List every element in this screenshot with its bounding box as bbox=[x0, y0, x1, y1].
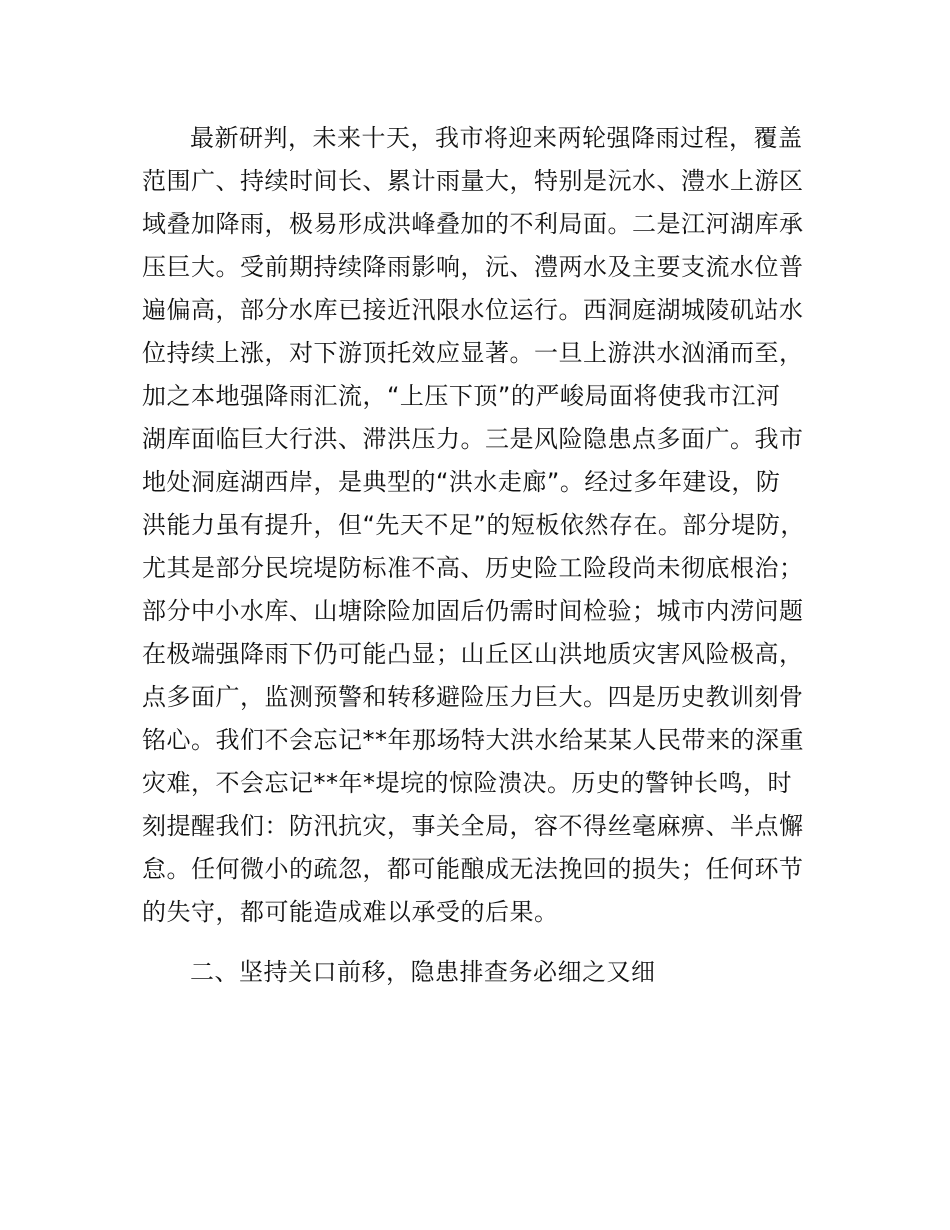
paragraph-line: 洪能力虽有提升，但“先天不足”的短板依然存在。部分堤防， bbox=[142, 511, 805, 539]
paragraph-line: 刻提醒我们：防汛抗灾，事关全局，容不得丝毫麻痹、半点懈 bbox=[142, 812, 804, 840]
paragraph-line: 怠。任何微小的疏忽，都可能酿成无法挽回的损失；任何环节 bbox=[142, 855, 804, 883]
paragraph-line: 域叠加降雨，极易形成洪峰叠加的不利局面。二是江河湖库承 bbox=[142, 210, 804, 238]
paragraph-line: 地处洞庭湖西岸，是典型的“洪水走廊”。经过多年建设，防 bbox=[142, 468, 781, 496]
paragraph-line: 部分中小水库、山塘除险加固后仍需时间检验；城市内涝问题 bbox=[142, 597, 804, 625]
paragraph-line: 湖库面临巨大行洪、滞洪压力。三是风险隐患点多面广。我市 bbox=[142, 425, 804, 453]
paragraph-line: 在极端强降雨下仍可能凸显；山丘区山洪地质灾害风险极高， bbox=[142, 640, 804, 668]
paragraph-line: 点多面广，监测预警和转移避险压力巨大。四是历史教训刻骨 bbox=[142, 683, 804, 711]
paragraph-line: 压巨大。受前期持续降雨影响，沅、澧两水及主要支流水位普 bbox=[142, 253, 804, 281]
paragraph-line: 的失守，都可能造成难以承受的后果。 bbox=[142, 898, 559, 926]
paragraph-line: 遍偏高，部分水库已接近汛限水位运行。西洞庭湖城陵矶站水 bbox=[142, 296, 804, 324]
paragraph-line: 最新研判，未来十天，我市将迎来两轮强降雨过程，覆盖 bbox=[190, 124, 803, 152]
paragraph-line: 尤其是部分民垸堤防标准不高、历史险工险段尚未彻底根治； bbox=[142, 554, 804, 582]
paragraph-line: 灾难，不会忘记**年*堤垸的惊险溃决。历史的警钟长鸣，时 bbox=[142, 769, 792, 797]
paragraph-line: 范围广、持续时间长、累计雨量大，特别是沅水、澧水上游区 bbox=[142, 167, 804, 195]
paragraph-line: 位持续上涨，对下游顶托效应显著。一旦上游洪水汹涌而至， bbox=[142, 339, 804, 367]
paragraph-line: 铭心。我们不会忘记**年那场特大洪水给某某人民带来的深重 bbox=[142, 726, 804, 754]
section-heading: 二、坚持关口前移，隐患排查务必细之又细 bbox=[190, 958, 656, 986]
paragraph-line: 加之本地强降雨汇流，“上压下顶”的严峻局面将使我市江河 bbox=[142, 382, 781, 410]
